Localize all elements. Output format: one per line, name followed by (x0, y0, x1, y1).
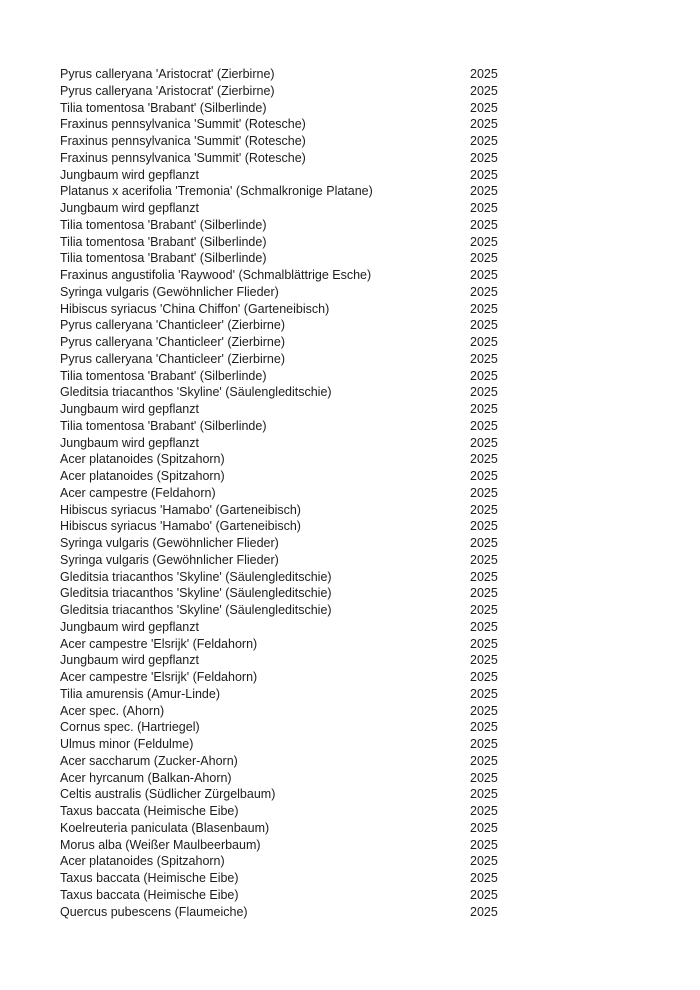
planting-year: 2025 (470, 854, 498, 869)
tree-name: Acer spec. (Ahorn) (60, 703, 165, 718)
planting-year: 2025 (470, 335, 498, 349)
list-item (60, 786, 700, 803)
list-item (60, 133, 700, 150)
list-item (60, 116, 700, 133)
tree-name: Pyrus calleryana 'Aristocrat' (Zierbirne) (60, 83, 275, 98)
tree-name: Tilia tomentosa 'Brabant' (Silberlinde) (60, 368, 267, 383)
planting-year: 2025 (470, 753, 498, 768)
planting-year: 2025 (470, 150, 498, 165)
tree-name: Pyrus calleryana 'Chanticleer' (Zierbirne) (60, 318, 285, 333)
planting-year: 2025 (470, 83, 498, 98)
list-item (60, 200, 700, 217)
planting-year: 2025 (470, 720, 498, 735)
tree-name: Quercus pubescens (Flaumeiche) (60, 904, 248, 919)
list-item (60, 100, 700, 117)
list-item (60, 619, 700, 636)
planting-year: 2025 (470, 117, 498, 132)
list-item (60, 887, 700, 904)
planting-year: 2025 (470, 552, 498, 567)
tree-name: Ulmus minor (Feldulme) (60, 737, 194, 751)
list-item (60, 167, 700, 184)
tree-name: Gleditsia triacanthos 'Skyline' (Säulengleditschie) (60, 385, 332, 400)
planting-year: 2025 (470, 519, 498, 534)
list-item (60, 368, 700, 385)
planting-year: 2025 (470, 67, 498, 81)
tree-name: Syringa vulgaris (Gewöhnlicher Flieder) (60, 536, 279, 550)
planting-year: 2025 (470, 804, 498, 818)
planting-year: 2025 (470, 787, 498, 802)
planting-year: 2025 (470, 502, 498, 517)
list-item (60, 602, 700, 619)
tree-name: Gleditsia triacanthos 'Skyline' (Säulengleditschie) (60, 586, 332, 601)
planting-year: 2025 (470, 636, 498, 651)
tree-name: Pyrus calleryana 'Chanticleer' (Zierbirne) (60, 335, 285, 349)
tree-name: Tilia tomentosa 'Brabant' (Silberlinde) (60, 100, 267, 115)
planting-year: 2025 (470, 837, 498, 852)
planting-year: 2025 (470, 234, 498, 249)
list-item (60, 686, 700, 703)
planting-year: 2025 (470, 268, 498, 282)
planting-year: 2025 (470, 485, 498, 500)
list-item (60, 435, 700, 452)
list-item (60, 703, 700, 720)
planting-year: 2025 (470, 586, 498, 601)
tree-name: Tilia tomentosa 'Brabant' (Silberlinde) (60, 418, 267, 433)
tree-name: Morus alba (Weißer Maulbeerbaum) (60, 837, 261, 852)
tree-name: Syringa vulgaris (Gewöhnlicher Flieder) (60, 552, 279, 567)
list-item (60, 552, 700, 569)
list-item (60, 351, 700, 368)
planting-year: 2025 (470, 452, 498, 467)
tree-name: Cornus spec. (Hartriegel) (60, 720, 200, 735)
tree-name: Acer campestre 'Elsrijk' (Feldahorn) (60, 636, 258, 651)
planting-year: 2025 (470, 469, 498, 483)
tree-name: Pyrus calleryana 'Chanticleer' (Zierbirne) (60, 351, 285, 366)
list-item (60, 585, 700, 602)
list-item (60, 468, 700, 485)
list-item (60, 736, 700, 753)
tree-name: Gleditsia triacanthos 'Skyline' (Säulengleditschie) (60, 603, 332, 617)
tree-name: Jungbaum wird gepflanzt (60, 435, 199, 450)
list-item (60, 636, 700, 653)
planting-year: 2025 (470, 619, 498, 634)
planting-year: 2025 (470, 887, 498, 902)
tree-name: Tilia amurensis (Amur-Linde) (60, 686, 220, 701)
tree-name: Fraxinus angustifolia 'Raywood' (Schmalblättrige Esche) (60, 268, 372, 282)
planting-year: 2025 (470, 201, 498, 215)
tree-name: Acer campestre (Feldahorn) (60, 485, 216, 500)
tree-name: Jungbaum wird gepflanzt (60, 402, 199, 416)
planting-year: 2025 (470, 368, 498, 383)
planting-year: 2025 (470, 184, 498, 199)
tree-name: Platanus x acerifolia 'Tremonia' (Schmalkronige Platane) (60, 184, 373, 199)
tree-name: Jungbaum wird gepflanzt (60, 167, 199, 182)
tree-name: Jungbaum wird gepflanzt (60, 653, 199, 668)
planting-year: 2025 (470, 770, 498, 785)
planting-year: 2025 (470, 670, 498, 684)
tree-name: Hibiscus syriacus 'Hamabo' (Garteneibisch) (60, 502, 301, 517)
tree-list (60, 66, 700, 920)
list-item (60, 418, 700, 435)
planting-year: 2025 (470, 904, 498, 919)
planting-year: 2025 (470, 318, 498, 333)
list-item (60, 301, 700, 318)
planting-year: 2025 (470, 251, 498, 266)
planting-year: 2025 (470, 217, 498, 232)
tree-name: Hibiscus syriacus 'China Chiffon' (Garteneibisch) (60, 301, 330, 316)
planting-year: 2025 (470, 820, 498, 835)
list-item (60, 66, 700, 83)
tree-name: Jungbaum wird gepflanzt (60, 619, 199, 634)
list-item (60, 317, 700, 334)
tree-name: Taxus baccata (Heimische Eibe) (60, 871, 239, 885)
tree-name: Syringa vulgaris (Gewöhnlicher Flieder) (60, 284, 279, 299)
list-item (60, 284, 700, 301)
planting-year: 2025 (470, 167, 498, 182)
list-item (60, 150, 700, 167)
tree-name: Pyrus calleryana 'Aristocrat' (Zierbirne) (60, 67, 275, 81)
list-item (60, 770, 700, 787)
tree-name: Acer campestre 'Elsrijk' (Feldahorn) (60, 670, 258, 684)
planting-year: 2025 (470, 385, 498, 400)
planting-year: 2025 (470, 284, 498, 299)
list-item (60, 485, 700, 502)
list-item (60, 719, 700, 736)
list-item (60, 234, 700, 251)
tree-name: Acer platanoides (Spitzahorn) (60, 469, 225, 483)
tree-name: Koelreuteria paniculata (Blasenbaum) (60, 820, 270, 835)
planting-year: 2025 (470, 134, 498, 148)
list-item (60, 753, 700, 770)
planting-year: 2025 (470, 871, 498, 885)
list-item (60, 853, 700, 870)
tree-name: Fraxinus pennsylvanica 'Summit' (Rotesche) (60, 134, 306, 148)
tree-name: Fraxinus pennsylvanica 'Summit' (Rotesche) (60, 150, 306, 165)
tree-name: Jungbaum wird gepflanzt (60, 201, 199, 215)
planting-year: 2025 (470, 351, 498, 366)
list-item (60, 451, 700, 468)
planting-year: 2025 (470, 536, 498, 550)
planting-year: 2025 (470, 653, 498, 668)
list-item (60, 384, 700, 401)
planting-year: 2025 (470, 686, 498, 701)
list-item (60, 870, 700, 887)
list-item (60, 83, 700, 100)
list-item (60, 334, 700, 351)
tree-name: Gleditsia triacanthos 'Skyline' (Säulengleditschie) (60, 569, 332, 584)
list-item (60, 183, 700, 200)
list-item (60, 652, 700, 669)
list-item (60, 250, 700, 267)
list-item (60, 535, 700, 552)
list-item (60, 904, 700, 921)
list-item (60, 217, 700, 234)
planting-year: 2025 (470, 435, 498, 450)
list-item (60, 401, 700, 418)
list-item (60, 502, 700, 519)
tree-name: Taxus baccata (Heimische Eibe) (60, 887, 239, 902)
list-item (60, 820, 700, 837)
list-item (60, 267, 700, 284)
tree-name: Acer hyrcanum (Balkan-Ahorn) (60, 770, 232, 785)
planting-year: 2025 (470, 603, 498, 617)
list-item (60, 669, 700, 686)
tree-name: Taxus baccata (Heimische Eibe) (60, 804, 239, 818)
tree-name: Acer saccharum (Zucker-Ahorn) (60, 753, 238, 768)
planting-year: 2025 (470, 301, 498, 316)
tree-name: Tilia tomentosa 'Brabant' (Silberlinde) (60, 217, 267, 232)
tree-name: Tilia tomentosa 'Brabant' (Silberlinde) (60, 251, 267, 266)
list-item (60, 569, 700, 586)
planting-year: 2025 (470, 418, 498, 433)
tree-name: Hibiscus syriacus 'Hamabo' (Garteneibisch) (60, 519, 301, 534)
tree-name: Acer platanoides (Spitzahorn) (60, 854, 225, 869)
tree-name: Celtis australis (Südlicher Zürgelbaum) (60, 787, 276, 802)
list-item (60, 518, 700, 535)
tree-name: Acer platanoides (Spitzahorn) (60, 452, 225, 467)
planting-year: 2025 (470, 737, 498, 751)
tree-name: Tilia tomentosa 'Brabant' (Silberlinde) (60, 234, 267, 249)
planting-year: 2025 (470, 100, 498, 115)
tree-name: Fraxinus pennsylvanica 'Summit' (Rotesche) (60, 117, 306, 132)
list-item (60, 837, 700, 854)
planting-year: 2025 (470, 703, 498, 718)
planting-year: 2025 (470, 569, 498, 584)
planting-year: 2025 (470, 402, 498, 416)
list-item (60, 803, 700, 820)
